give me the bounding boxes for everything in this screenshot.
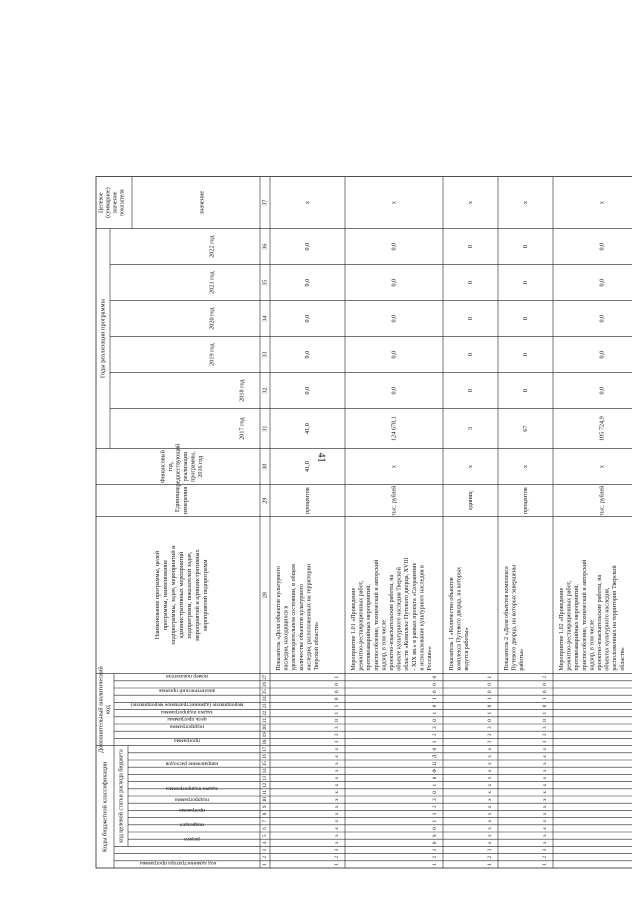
code-cell: 0 <box>433 827 439 830</box>
row-year-value: 0,0 <box>303 386 311 395</box>
code-cell: 2 <box>335 855 341 859</box>
code-cell: 3 <box>488 733 494 737</box>
header-ad-nomer: номер показателя <box>166 672 208 679</box>
code-cell: 2 <box>433 855 439 859</box>
years-group-title: Годы реализации программы <box>99 299 107 379</box>
column-number: 13 <box>263 775 269 781</box>
code-cell: 1 <box>488 863 494 866</box>
code-cell: x <box>543 762 549 765</box>
row-year-value: 0,0 <box>598 314 606 323</box>
header-name: Наименование программы, целейпрограммы, наименованиеподпрограммы, задач, мероприятий иадминистративных мероприятийподпрограмм, показателей задач,мероприятий и административныхмероприятий подпрограмм <box>154 545 210 645</box>
column-number: 36 <box>262 243 269 250</box>
code-cell: 1 <box>543 863 549 866</box>
row-name: Мероприятие 1.02 «Проведение ремонтно-реставрационных работ, противоаварийных мероприятий, приспособление, технический и авторский надзор, в том числе проектно-изыскательские работы, на объектах культурного наследия, расположенных на территории Тверской области» <box>559 559 626 671</box>
code-cell: 0 <box>488 683 494 686</box>
code-cell: 1 <box>433 711 439 715</box>
code-cell: 0 <box>433 704 439 708</box>
budget-program-table <box>92 82 632 872</box>
column-number: 10 <box>263 797 269 802</box>
code-cell: 1 <box>335 704 341 708</box>
target-group-title: Целевое(суммарное)значениепоказателя <box>98 187 126 218</box>
column-number: 14 <box>263 768 269 774</box>
header-admin-code: код администратора программы <box>139 860 217 867</box>
row-year-value: 0 <box>521 353 529 357</box>
column-number: 12 <box>263 782 269 788</box>
row-target: x <box>390 201 398 205</box>
code-cell: x <box>488 769 494 773</box>
code-cell: 3 <box>433 726 439 729</box>
code-cell: x <box>335 755 341 758</box>
column-number: 22 <box>263 710 269 716</box>
code-cell: x <box>488 791 494 794</box>
column-number: 15 <box>263 761 269 766</box>
row-year-value: 0 <box>521 389 529 393</box>
code-cell: 1 <box>433 819 439 823</box>
code-cell: x <box>543 805 549 809</box>
code-cell: 3 <box>433 740 439 744</box>
row-year-value: 67 <box>521 425 529 432</box>
row-year-value: 3 <box>466 427 474 431</box>
header-target-value: значение <box>198 190 206 215</box>
header-podprogramma: подпрограмма <box>174 796 210 803</box>
code-cell: 1 <box>543 711 549 715</box>
code-cell: x <box>543 776 549 780</box>
header-y2021: 2021 год <box>208 271 216 294</box>
row-unit: единиц <box>467 491 474 510</box>
column-number: 19 <box>263 732 269 738</box>
code-cell: x <box>335 827 341 830</box>
row-year-value: 0,0 <box>303 314 311 323</box>
header-ad-zadacha-prog: цель программы <box>167 716 207 723</box>
code-cell: x <box>488 805 494 809</box>
code-cell: 1 <box>335 675 341 679</box>
header-y2020: 2020 год <box>208 307 216 330</box>
code-cell: 0 <box>488 719 494 722</box>
row-name: Показатель 1 «Количество объектов комплекса Путевого дворца, на которых ведутся работы» <box>449 566 471 671</box>
code-cell: 3 <box>433 805 439 809</box>
column-number: 26 <box>263 682 269 687</box>
code-cell: x <box>543 798 549 801</box>
code-cell: x <box>335 819 341 823</box>
row-year-value: 0,0 <box>303 350 311 359</box>
code-cell: 0 <box>488 704 494 708</box>
code-cell: x <box>543 841 549 845</box>
code-cell: x <box>543 769 549 773</box>
code-cell: x <box>335 812 341 816</box>
row-unit: тыс. рублей <box>599 485 606 516</box>
code-cell: x <box>543 819 549 823</box>
column-number: 6 <box>263 827 269 830</box>
code-cell: x <box>488 783 494 787</box>
column-number: 23 <box>263 703 269 709</box>
row-year-value: 41,0 <box>303 423 311 435</box>
column-number: 29 <box>262 497 269 504</box>
code-cell: x <box>543 812 549 816</box>
code-cell: 3 <box>543 848 549 852</box>
column-number: 3 <box>263 848 269 852</box>
code-cell: Ц <box>433 761 439 766</box>
code-cell: Ф <box>433 768 439 773</box>
page-number: 41 <box>315 452 327 463</box>
row-year-value: 0,0 <box>598 350 606 359</box>
code-cell: 1 <box>488 711 494 715</box>
row-year-value: 0,0 <box>598 278 606 287</box>
column-number: 24 <box>263 696 269 702</box>
row-year-value: 0,0 <box>598 386 606 395</box>
code-cell: 1 <box>488 675 494 679</box>
row-year-value: 0 <box>521 281 529 285</box>
code-cell: x <box>543 827 549 830</box>
column-number: 7 <box>263 819 269 823</box>
code-cell: x <box>488 812 494 816</box>
row-year-value: 0 <box>521 317 529 321</box>
code-cell: 3 <box>335 733 341 737</box>
row-unit: процентов <box>522 487 529 514</box>
row-name: Показатель 2 «Доля объектов комплекса Путевого дворца, на которых завершены работы» <box>504 565 526 671</box>
header-zadacha: задача подпрограммы <box>166 785 218 792</box>
code-cell: 1 <box>335 711 341 715</box>
code-cell: 0 <box>433 683 439 686</box>
code-cell: 0 <box>335 690 341 693</box>
code-cell: x <box>543 755 549 758</box>
column-number: 28 <box>262 592 269 599</box>
code-cell: 0 <box>433 719 439 722</box>
code-cell: 8 <box>433 776 439 780</box>
column-number: 17 <box>263 746 269 752</box>
code-cell: x <box>543 791 549 794</box>
code-cell: x <box>543 747 549 751</box>
row-year-value: 0,0 <box>303 278 311 287</box>
code-cell: x <box>335 776 341 780</box>
row-year-value: 124 678,1 <box>390 416 398 441</box>
column-number: 30 <box>262 463 269 470</box>
row-year-value: 0,0 <box>390 242 398 251</box>
column-number: 34 <box>262 315 269 322</box>
code-cell: x <box>488 827 494 830</box>
code-cell: x <box>335 798 341 801</box>
row-year-value: 0,0 <box>598 242 606 251</box>
column-number: 20 <box>263 725 269 730</box>
code-cell: 3 <box>543 726 549 729</box>
code-cell: 0 <box>433 841 439 845</box>
column-number: 37 <box>262 199 269 206</box>
code-cell: 0 <box>488 690 494 693</box>
code-cell: 0 <box>335 683 341 686</box>
code-cell: 3 <box>433 798 439 801</box>
row-year-value: 0,0 <box>390 278 398 287</box>
column-number: 32 <box>262 387 269 394</box>
row-fin-year: x <box>390 465 398 469</box>
code-cell: 3 <box>488 848 494 852</box>
code-cell: x <box>488 841 494 845</box>
header-ad-analit: аналитический признак <box>158 687 216 694</box>
code-cell: 2 <box>488 855 494 859</box>
code-cell: x <box>488 762 494 765</box>
column-number: 8 <box>263 812 269 816</box>
code-cell: x <box>543 783 549 787</box>
header-y2017: 2017 год <box>238 417 246 440</box>
header-ad-programma: программа <box>174 737 200 744</box>
row-unit: процентов <box>304 487 311 514</box>
row-unit: тыс. рублей <box>391 485 398 516</box>
code-cell: x <box>488 776 494 780</box>
row-target: x <box>466 201 474 205</box>
column-number: 18 <box>263 739 269 745</box>
code-cell: 2 <box>543 675 549 679</box>
row-year-value: 0 <box>521 245 529 249</box>
code-cell: 3 <box>488 740 494 744</box>
code-cell: 0 <box>543 690 549 693</box>
code-cell: 0 <box>433 747 439 751</box>
code-cell: 0 <box>433 675 439 679</box>
header-fin-year: Финансовый год, предшествующий реализации программы, 2016 год <box>160 443 205 490</box>
code-cell: 0 <box>543 683 549 686</box>
column-number: 5 <box>263 834 269 837</box>
row-fin-year: x <box>466 465 474 469</box>
code-cell: 3 <box>335 848 341 852</box>
row-year-value: 0,0 <box>390 314 398 323</box>
row-year-value: 0,0 <box>390 386 398 395</box>
code-cell: x <box>543 834 549 837</box>
code-cell: 1 <box>335 863 341 866</box>
row-year-value: 0 <box>466 281 474 285</box>
row-fin-year: 41,0 <box>303 461 311 473</box>
column-number: 4 <box>263 841 269 845</box>
code-cell: 3 <box>433 733 439 737</box>
code-cell: 3 <box>488 726 494 729</box>
row-year-value: 105 724,9 <box>598 416 606 441</box>
code-cell: 1 <box>433 863 439 866</box>
column-number: 31 <box>262 425 269 432</box>
code-cell: 3 <box>433 848 439 852</box>
column-number: 21 <box>263 718 269 723</box>
row-target: x <box>303 201 311 205</box>
code-cell: 1 <box>433 783 439 787</box>
code-cell: 8 <box>433 834 439 837</box>
column-number: 33 <box>262 351 269 358</box>
code-cell: 3 <box>335 726 341 729</box>
code-cell: x <box>335 841 341 845</box>
code-cell: 0 <box>433 791 439 794</box>
code-cell: x <box>488 819 494 823</box>
code-cell: x <box>488 747 494 751</box>
header-napravlenie: направление расходов <box>165 760 219 767</box>
additional-group-title: Дополнительный аналитическийкод <box>97 666 112 753</box>
code-cell: 3 <box>433 812 439 816</box>
code-cell: Д <box>433 754 439 759</box>
code-cell: x <box>335 791 341 794</box>
code-cell: 3 <box>543 740 549 744</box>
code-cell: x <box>335 805 341 809</box>
row-target: x <box>598 201 606 205</box>
column-number: 35 <box>262 279 269 286</box>
row-year-value: 0,0 <box>390 350 398 359</box>
row-fin-year: x <box>521 465 529 469</box>
header-programma: программа <box>179 807 205 814</box>
column-number: 2 <box>263 855 269 859</box>
column-number: 11 <box>263 790 269 795</box>
header-y2019: 2019 год <box>208 343 216 366</box>
code-cell: x <box>335 783 341 787</box>
codes-group-title: Коды бюджетной классификации <box>101 761 109 853</box>
code-cell: 0 <box>335 697 341 701</box>
code-cell: x <box>488 834 494 837</box>
header-razdel: раздел <box>184 835 200 842</box>
code-cell: x <box>335 769 341 773</box>
row-year-value: 0 <box>466 389 474 393</box>
code-cell: x <box>335 834 341 837</box>
code-cell: 2 <box>543 855 549 859</box>
row-name: Показатель «Доля объектов культурного наследия, находящихся в удовлетворительном состоянии, в общем количестве объектов культурного наследия, расположенных на территории Тверской области» <box>276 563 320 671</box>
column-number: 16 <box>263 754 269 759</box>
row-name: Мероприятие 1.01 «Проведение ремонтно-реставрационных работ, противоаварийных мероприятий, приспособление, технический и авторский надзор, в том числе проектно-изыскательские работы, на объекте культурного наследия Тверской области «Комплекс Путевого дворца, XVIII - XIX вв.» в рамках проекта «Сохранение и использование культурного наследия в России»» <box>351 557 433 671</box>
header-ad-podprogramma: подпрограмма <box>169 723 205 730</box>
column-number: 9 <box>263 805 269 809</box>
header-y2018: 2018 год <box>238 379 246 402</box>
code-cell: x <box>335 762 341 765</box>
code-cell: 3 <box>335 740 341 744</box>
code-cell: 1 <box>543 697 549 701</box>
code-cell: 0 <box>433 690 439 693</box>
code-cell: 0 <box>335 719 341 722</box>
row-target: x <box>521 201 529 205</box>
code-cell: 1 <box>433 697 439 701</box>
code-cell: 0 <box>543 704 549 708</box>
csr-group-title: код целевой статьи расхода бюджета <box>118 749 125 843</box>
header-ad-meropriyatie: мероприятие (административное мероприятие) <box>130 701 244 708</box>
code-cell: x <box>488 798 494 801</box>
column-number: 1 <box>263 863 269 866</box>
header-ad-zadacha-pod: задача подпрограммы <box>161 708 213 715</box>
code-cell: x <box>335 747 341 751</box>
code-cell: x <box>488 755 494 758</box>
column-number: 25 <box>263 689 269 694</box>
code-cell: 1 <box>488 697 494 701</box>
code-cell: 3 <box>543 733 549 737</box>
row-year-value: 0 <box>466 245 474 249</box>
header-y2022: 2022 год <box>208 235 216 258</box>
column-number: 27 <box>263 674 269 680</box>
row-year-value: 0 <box>466 353 474 357</box>
row-year-value: 0,0 <box>303 242 311 251</box>
code-cell: 0 <box>543 719 549 722</box>
row-fin-year: x <box>598 465 606 469</box>
row-year-value: 0 <box>466 317 474 321</box>
header-unit: Единицаизмерения <box>174 486 190 515</box>
header-podrazdel: подраздел <box>180 821 204 828</box>
rotated-table-sheet <box>92 82 632 872</box>
